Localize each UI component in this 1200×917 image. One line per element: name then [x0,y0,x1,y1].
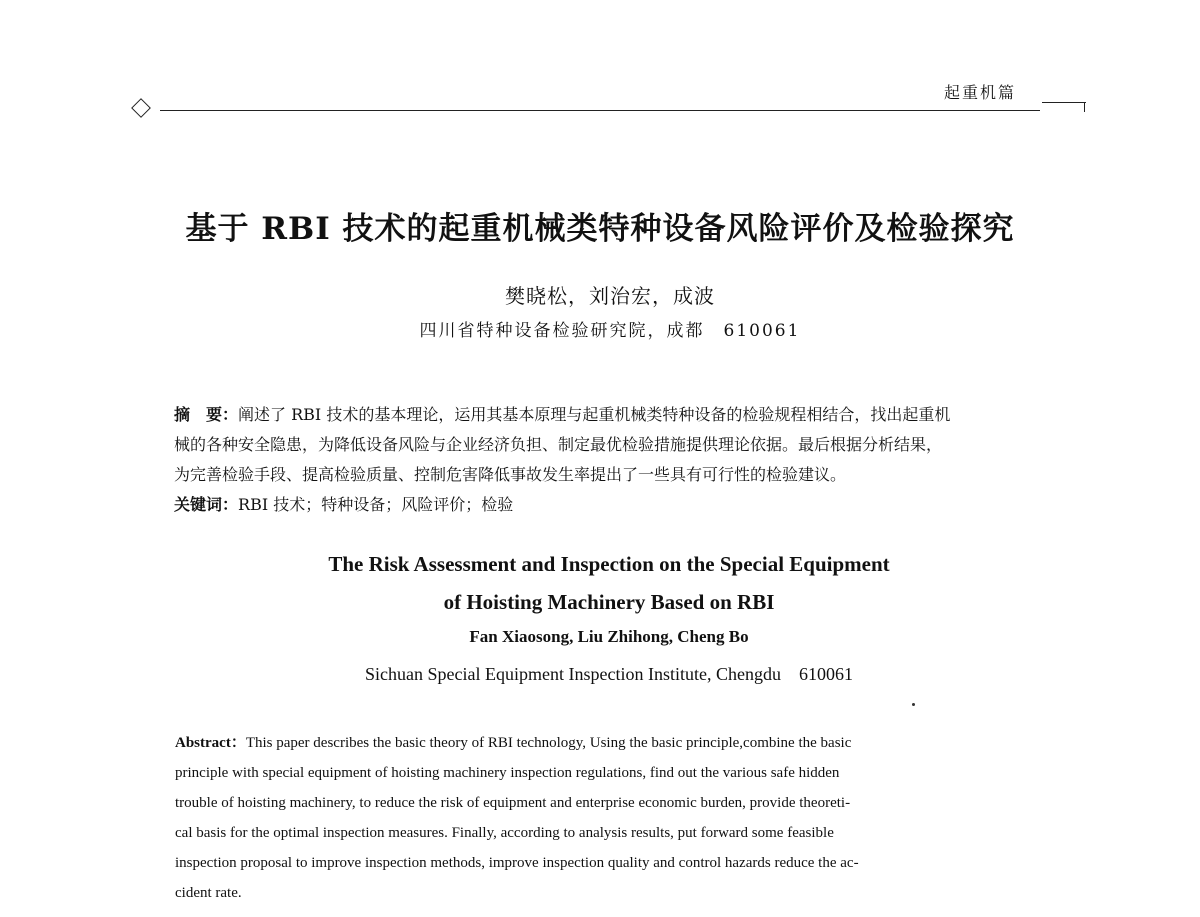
cn-keywords [174,490,1054,520]
cn-abstract-line: 械的各种安全隐患，为降低设备风险与企业经济负担、制定最优检验措施提供理论依据。最后根据分析结果， [174,435,943,454]
header-rule [160,110,1040,111]
cn-title: 基于 RBI 技术的起重机械类特种设备风险评价及检验探究 [185,211,1015,247]
cn-keywords-label: 关键词： [174,495,239,514]
corner-bracket-tick [1084,102,1085,112]
en-abstract-text: This paper describes the basic theory of RBI technology, Using the basic principle,combine the basic [245,735,852,751]
en-authors: Fan Xiaosong, Liu Zhihong, Cheng Bo [469,627,749,646]
cn-abstract [174,400,1054,520]
diamond-icon [131,98,151,118]
cn-authors: 樊晓松，刘治宏，成波 [505,284,715,308]
scan-speck [912,703,915,706]
cn-affiliation: 四川省特种设备检验研究院，成都 610061 [419,321,801,341]
en-abstract-label: Abstract： [175,735,246,751]
en-abstract-line: cal basis for the optimal inspection measures. Finally, according to analysis results, put forward some feasible [175,825,834,841]
en-abstract-line: trouble of hoisting machinery, to reduce the risk of equipment and enterprise economic burden, provide theoreti- [175,795,851,811]
corner-bracket-line [1042,102,1086,103]
section-label: 起重机篇 [944,83,1017,102]
en-affiliation: Sichuan Special Equipment Inspection Institute, Chengdu 610061 [365,664,853,684]
cn-abstract-label: 摘 要： [174,405,239,424]
en-abstract-line: inspection proposal to improve inspection methods, improve inspection quality and control hazards reduce the ac- [175,855,859,871]
en-abstract-line [175,728,1045,758]
cn-keywords-text: RBI 技术；特种设备；风险评价；检验 [238,495,514,514]
cn-abstract-line: 为完善检验手段、提高检验质量、控制危害降低事故发生率提出了一些具有可行性的检验建议。 [174,465,847,484]
cn-abstract-text: 阐述了 RBI 技术的基本理论，运用其基本原理与起重机械类特种设备的检验规程相结合，找出起重机 [238,405,951,424]
en-abstract-line: principle with special equipment of hoisting machinery inspection regulations, find out the various safe hidden [175,765,840,781]
en-title-line-2: of Hoisting Machinery Based on RBI [443,590,775,614]
en-abstract-line: cident rate. [175,885,242,901]
en-title-line-1: The Risk Assessment and Inspection on the Special Equipment [328,552,890,576]
cn-abstract-line [174,400,1054,430]
en-abstract [175,728,1045,908]
